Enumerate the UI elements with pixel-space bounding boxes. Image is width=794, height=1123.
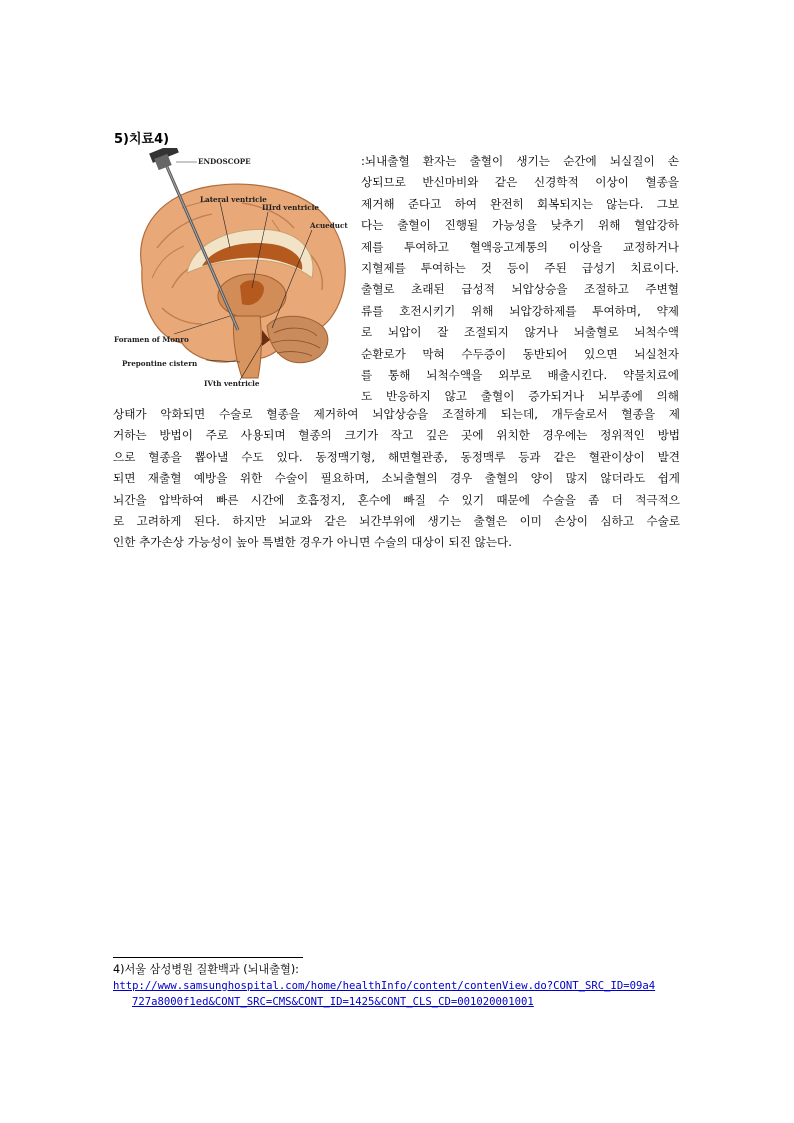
section-heading: 5)치료4) bbox=[114, 132, 170, 147]
label-aqueduct: Acueduct bbox=[310, 221, 348, 230]
text-line: 거하는 방법이 주로 사용되며 혈종의 크기가 작고 깊은 곳에 위치한 경우에는 정위적인 방법 bbox=[113, 428, 680, 443]
text-line: 로 고려하게 된다. 하지만 뇌교와 같은 뇌간부위에 생기는 출혈은 이미 손상이 심하고 수술로 bbox=[113, 513, 680, 528]
label-foramen-of-monro: Foramen of Monro bbox=[114, 335, 189, 344]
footnote-link[interactable]: http://www.samsunghospital.com/home/healthInfo/content/contenView.do?CONT_SRC_ID=09a4 bbox=[113, 980, 656, 992]
brain-illustration bbox=[112, 148, 356, 396]
footnote-ref[interactable]: 4) bbox=[154, 132, 170, 147]
text-line: 상되므로 반신마비와 같은 신경학적 이상이 혈종을 bbox=[361, 175, 679, 190]
text-line: 뇌간을 압박하여 빠른 시간에 호흡정지, 혼수에 빠질 수 있기 때문에 수술을 좀 더 적극적으 bbox=[113, 492, 680, 507]
text-line: 인한 추가손상 가능성이 높아 특별한 경우가 아니면 수술의 대상이 되진 않는다. bbox=[113, 535, 512, 550]
text-line: 되면 재출혈 예방을 위한 수술이 필요하며, 소뇌출혈의 경우 출혈의 양이 많지 않더라도 쉽게 bbox=[113, 471, 680, 486]
text-line: 다는 출혈이 진행될 가능성을 낮추기 위해 혈압강하 bbox=[361, 218, 679, 233]
text-line: 도 반응하지 않고 출혈이 증가되거나 뇌부종에 의해 bbox=[361, 389, 679, 404]
label-third-ventricle: IIIrd ventricle bbox=[262, 203, 319, 212]
text-line: 출혈로 초래된 급성적 뇌압상승을 조절하고 주변혈 bbox=[361, 282, 679, 297]
footnote-link-continued[interactable]: 727a8000f1ed&CONT_SRC=CMS&CONT_ID=1425&CONT_CLS_CD=001020001001 bbox=[132, 996, 534, 1008]
label-fourth-ventricle: IVth ventricle bbox=[204, 379, 260, 388]
footnote-label: 4)서울 삼성병원 질환백과 (뇌내출혈): bbox=[113, 963, 299, 976]
label-prepontine-cistern: Prepontine cistern bbox=[122, 359, 198, 368]
label-lateral-ventricle: Lateral ventricle bbox=[200, 195, 267, 204]
text-line: 지혈제를 투여하는 것 등이 주된 급성기 치료이다. bbox=[361, 260, 679, 275]
full-width-paragraph bbox=[113, 404, 680, 554]
text-line: 으로 혈종을 뽑아낼 수도 있다. 동정맥기형, 해면혈관종, 동정맥루 등과 같은 혈관이상이 발견 bbox=[113, 449, 680, 464]
text-line: 상태가 악화되면 수술로 혈종을 제거하여 뇌압상승을 조절하게 되는데, 개두술로서 혈종을 제 bbox=[113, 407, 680, 421]
brain-endoscope-figure bbox=[112, 148, 356, 396]
text-line: 순환로가 막혀 수두증이 동반되어 있으면 뇌실천자 bbox=[361, 346, 679, 361]
text-line: 제거해 준다고 하여 완전히 회복되지는 않는다. 그보 bbox=[361, 196, 679, 211]
text-line: 류를 호전시키기 위해 뇌압강하제를 투여하며, 약제 bbox=[361, 303, 679, 318]
text-line: :뇌내출혈 환자는 출혈이 생기는 순간에 뇌실질이 손 bbox=[361, 154, 679, 168]
text-line: 제를 투여하고 혈액응고계통의 이상을 교정하거나 bbox=[361, 239, 679, 254]
footnote-divider bbox=[113, 957, 303, 958]
footnote bbox=[113, 962, 683, 1010]
wrapped-paragraph bbox=[361, 151, 679, 408]
text-line: 를 통해 뇌척수액을 외부로 배출시킨다. 약물치료에 bbox=[361, 367, 679, 382]
text-line: 로 뇌압이 잘 조절되지 않거나 뇌출혈로 뇌척수액 bbox=[361, 325, 679, 340]
label-endoscope: ENDOSCOPE bbox=[198, 157, 251, 166]
